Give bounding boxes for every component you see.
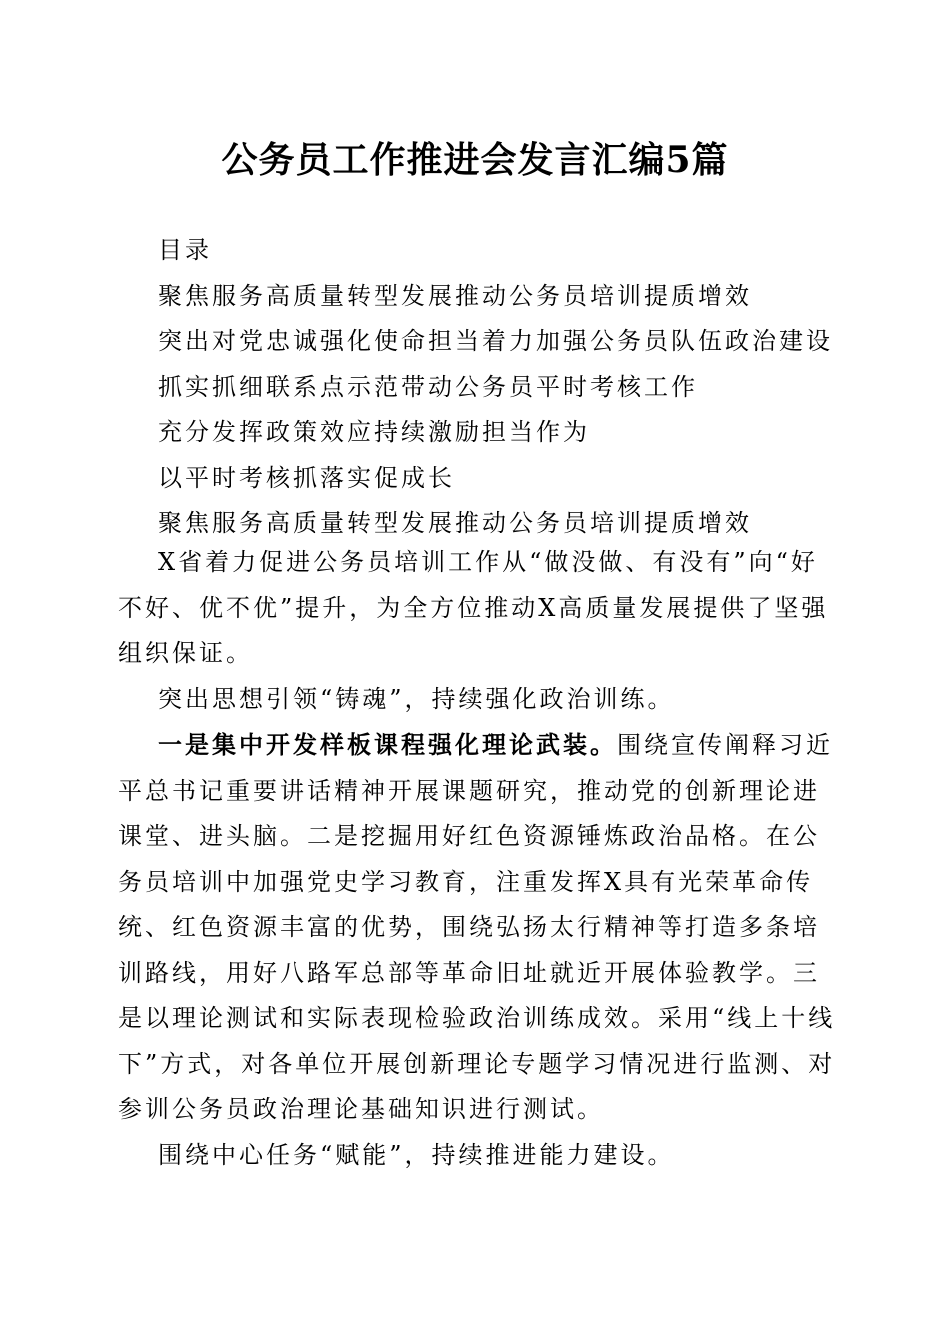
table-of-contents: [158, 228, 858, 547]
paragraph-lead-bold: 一是集中开发样板课程强化理论武装。: [158, 730, 617, 759]
section-heading: 聚焦服务高质量转型发展推动公务员培训提质增效: [158, 509, 752, 537]
paragraph-intro: X省着力促进公务员培训工作从“做没做、有没有”向“好不好、优不优”提升，为全方位推动X高质量发展提供了坚强组织保证。: [118, 548, 829, 667]
toc-item: 以平时考核抓落实促成长: [158, 463, 455, 492]
toc-item: 抓实抓细联系点示范带动公务员平时考核工作: [158, 372, 698, 401]
toc-item: 突出对党忠诚强化使命担当着力加强公务员队伍政治建设: [158, 327, 833, 355]
paragraph-subheading: 突出思想引领“铸魂”，持续强化政治训练。: [158, 684, 675, 713]
document-body: [118, 540, 838, 1178]
paragraph-measures: [118, 722, 838, 1133]
toc-item: 聚焦服务高质量转型发展推动公务员培训提质增效: [158, 281, 752, 310]
paragraph-measures-text: 围绕宣传阐释习近平总书记重要讲话精神开展课题研究，推动党的创新理论进课堂、进头脑。二是挖掘用好红色资源锤炼政治品格。在公务员培训中加强党史学习教育，注重发挥X具有光荣革命传统、红色资源丰富的优势，围绕弘扬太行精神等打造多条培训路线，用好八路军总部等革命旧址就近开展体验教学。三是以理论测试和实际表现检验政治训练成效。采用“线上十线下”方式，对各单位开展创新理论专题学习情况进行监测、对参训公务员政治理论基础知识进行测试。: [118, 731, 836, 1123]
document-title: 公务员工作推进会发言汇编5篇: [221, 139, 729, 181]
toc-item: 充分发挥政策效应持续激励担当作为: [158, 418, 590, 446]
toc-heading: 目录: [158, 236, 212, 264]
paragraph-subheading: 围绕中心任务“赋能”，持续推进能力建设。: [158, 1140, 675, 1169]
